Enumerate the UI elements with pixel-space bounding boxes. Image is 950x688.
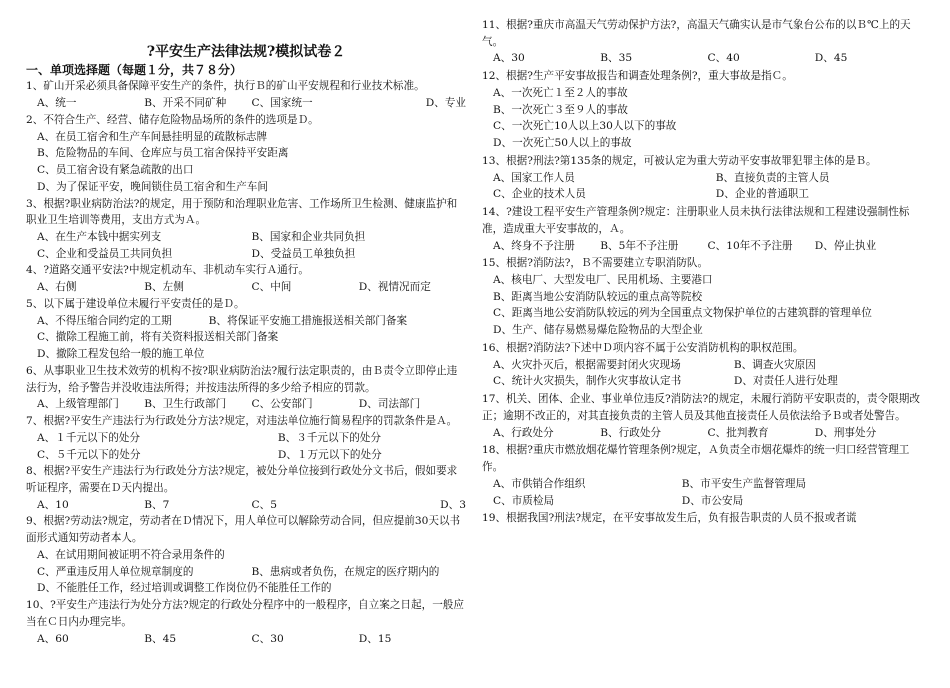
question-10-options [26, 631, 466, 648]
option-a: A、火灾扑灭后，根据需要封闭火灾现场 [493, 358, 681, 371]
question-14: 14、?建设工程平安生产管理条例?规定：注册职业人员未执行法律法规和工程建设强制性标准，造成重大平安事故的，Ａ。 [482, 206, 910, 235]
question-6-options [26, 396, 466, 413]
option-a: A、60 [37, 632, 69, 645]
option-a: A、在试用期间被证明不符合录用条件的 [37, 548, 225, 561]
option-b: B、市平安生产监督管理局 [681, 477, 807, 490]
question-13-options-row-1 [482, 170, 922, 187]
option-c: C、距离当地公安消防队较远的列为全国重点文物保护单位的古建筑群的管理单位 [493, 307, 872, 320]
option-d: D、司法部门 [358, 398, 421, 411]
option-b: B、危险物品的车间、仓库应与员工宿舍保持平安距离 [37, 147, 289, 160]
option-a: A、市供销合作组织 [493, 477, 586, 490]
question-5: 5、以下属于建设单位未履行平安责任的是Ｄ。 [26, 297, 245, 310]
question-4: 4、?道路交通平安法?中规定机动车、非机动车实行Ａ通行。 [26, 264, 309, 277]
option-a: A、国家工作人员 [493, 171, 575, 184]
left-column [26, 0, 466, 672]
option-d: D、撤除工程发包给一般的施工单位 [37, 348, 205, 361]
question-7: 7、根据?平安生产违法行为行政处分方法?规定，对违法单位施行简易程序的罚款条件是Ａ。 [26, 415, 458, 428]
page-title: ?平安生产法律法规?模拟试卷２ [146, 44, 346, 60]
option-a: A、在生产本钱中据实列支 [37, 231, 162, 243]
question-6: 6、从事职业卫生技术效劳的机构不按?职业病防治法?履行法定职责的，由Ｂ责令立即停止违法行为，给予警告并没收违法所得；并按违法所得的多少给予相应的罚款。 [26, 364, 458, 394]
question-7-options-row-1 [26, 430, 466, 447]
option-d: D、专业 [425, 97, 466, 110]
option-d: D、为了保证平安，晚间锁住员工宿舍和生产车间 [37, 180, 268, 193]
option-a: A、在员工宿舍和生产车间悬挂明显的疏散标志牌 [37, 130, 268, 143]
question-7-options-row-2 [26, 447, 466, 464]
question-16-options-row-1 [482, 357, 922, 374]
option-d: D、生产、储存易燃易爆危险物品的大型企业 [493, 324, 703, 337]
option-b: B、将保证平安施工措施报送相关部门备案 [208, 314, 408, 327]
option-a: A、右侧 [37, 281, 77, 294]
option-d: D、不能胜任工作，经过培训或调整工作岗位仍不能胜任工作的 [37, 582, 332, 595]
option-b: B、患病或者负伤，在规定的医疗期内的 [251, 565, 440, 578]
option-a: A、10 [37, 498, 69, 511]
option-a: A、行政处分 [493, 426, 554, 439]
option-c: C、一次死亡10人以上30人以下的事故 [493, 120, 677, 133]
option-b: B、7 [144, 498, 170, 511]
option-d: D、45 [814, 52, 848, 65]
option-b: B、35 [600, 52, 633, 65]
option-a: A、１千元以下的处分 [37, 431, 140, 444]
option-c: C、5 [251, 498, 277, 511]
option-a: A、核电厂、大型发电厂、民用机场、主要港口 [493, 274, 713, 287]
option-c: C、40 [707, 52, 740, 65]
option-d: D、对责任人进行处理 [733, 375, 838, 388]
option-d: D、视情况而定 [358, 281, 431, 294]
option-d: D、市公安局 [681, 494, 744, 507]
option-c: C、国家统一 [251, 97, 313, 110]
section-heading: 一、单项选择题（每题１分，共７８分） [26, 62, 243, 77]
option-c: C、员工宿舍设有紧急疏散的出口 [37, 164, 194, 177]
option-d: D、3 [440, 498, 466, 511]
question-17-options [482, 425, 922, 442]
option-b: B、调查火灾原因 [733, 358, 816, 371]
option-c: C、撤除工程施工前，将有关资料报送相关部门备案 [37, 331, 279, 344]
option-c: C、企业的技术人员 [493, 188, 586, 201]
option-a: A、30 [493, 52, 525, 65]
option-c: C、30 [251, 632, 284, 645]
option-a: A、一次死亡１至２人的事故 [493, 86, 628, 99]
question-15: 15、根据?消防法?，Ｂ不需要建立专职消防队。 [482, 257, 709, 270]
question-9-options-row [26, 564, 466, 581]
question-13: 13、根据?刑法?第135条的规定，可被认定为重大劳动平安事故罪犯罪主体的是Ｂ。 [482, 154, 877, 167]
question-13-options-row-2 [482, 186, 922, 203]
question-11: 11、根据?重庆市高温天气劳动保护方法?，高温天气确实认是市气象台公布的以Ｂ℃上的天气。 [482, 19, 911, 48]
option-d: D、停止执业 [814, 239, 877, 252]
option-b: B、国家和企业共同负担 [251, 231, 366, 243]
question-9: 9、根据?劳动法?规定，劳动者在Ｄ情况下，用人单位可以解除劳动合同，但应提前30天以书面形式通知劳动者本人。 [26, 515, 461, 545]
question-1: 1、矿山开采必须具备保障平安生产的条件，执行Ｂ的矿山平安规程和行业技术标准。 [26, 80, 425, 93]
option-b: B、卫生行政部门 [144, 398, 227, 411]
question-2: 2、不符合生产、经营、储存危险物品场所的条件的选项是Ｄ。 [26, 113, 319, 126]
option-d: D、刑事处分 [814, 426, 877, 439]
question-17: 17、机关、团体、企业、事业单位违反?消防法?的规定，未履行消防平安职责的，责令限期改正；逾期不改正的，对其直接负责的主管人员及其他直接责任人员依法给予Ｂ或者处警告。 [482, 393, 920, 422]
option-b: B、一次死亡３至９人的事故 [493, 103, 628, 116]
question-5-options-row-1 [26, 313, 466, 330]
option-c: C、统计火灾损失，制作火灾事故认定书 [493, 375, 682, 388]
question-3-options-row-1 [26, 229, 466, 246]
question-3-options-row-2 [26, 246, 466, 263]
question-8-options [26, 497, 466, 514]
option-b: B、5年不予注册 [600, 239, 679, 252]
option-d: D、１万元以下的处分 [277, 448, 382, 461]
question-3: 3、根据?职业病防治法?的规定，用于预防和治理职业危害、工作场所卫生检测、健康监护和职业卫生培训等费用，支出方式为Ａ。 [26, 197, 458, 227]
option-c: C、５千元以下的处分 [37, 448, 141, 461]
option-b: B、左侧 [144, 281, 184, 294]
option-c: C、批判教育 [707, 426, 769, 439]
option-c: C、公安部门 [251, 398, 313, 411]
question-12: 12、根据?生产平安事故报告和调查处理条例?，重大事故是指Ｃ。 [482, 70, 793, 83]
option-b: B、３千元以下的处分 [277, 431, 381, 444]
option-b: B、行政处分 [600, 426, 662, 439]
option-a: A、终身不予注册 [493, 239, 575, 252]
option-d: D、受益员工单独负担 [251, 247, 356, 260]
option-b: B、距离当地公安消防队较远的重点高等院校 [493, 290, 703, 303]
option-c: C、严重违反用人单位规章制度的 [37, 565, 194, 578]
option-b: B、开采不同矿种 [144, 97, 227, 110]
question-18-options-row-2 [482, 493, 922, 510]
option-d: D、15 [358, 632, 392, 645]
question-14-options [482, 238, 922, 255]
option-c: C、企业和受益员工共同负担 [37, 247, 173, 260]
option-d: D、企业的普通职工 [715, 188, 809, 201]
option-a: A、上级管理部门 [37, 398, 119, 411]
option-b: B、直接负责的主管人员 [715, 171, 830, 184]
option-c: C、10年不予注册 [707, 239, 793, 252]
option-a: A、不得压缩合同约定的工期 [37, 314, 172, 327]
question-10: 10、?平安生产违法行为处分方法?规定的行政处分程序中的一般程序，自立案之日起，一般应当在Ｃ日内办理完毕。 [26, 599, 464, 628]
option-d: D、一次死亡50人以上的事故 [493, 137, 632, 150]
question-18: 18、根据?重庆市燃放烟花爆竹管理条例?规定，Ａ负责全市烟花爆炸的统一归口经营管理工作。 [482, 444, 910, 474]
question-4-options [26, 279, 466, 296]
option-b: B、45 [144, 632, 177, 645]
question-1-options [26, 95, 466, 112]
option-c: C、市质检局 [493, 494, 555, 507]
question-16: 16、根据?消防法?下述中Ｄ项内容不属于公安消防机构的职权范围。 [482, 341, 804, 354]
right-column [482, 0, 922, 688]
question-8: 8、根据?平安生产违法行为行政处分方法?规定，被处分单位接到行政处分文书后，假如要求听证程序，需要在Ｄ天内提出。 [26, 465, 458, 495]
question-11-options [482, 50, 922, 67]
option-a: A、统一 [37, 97, 77, 110]
question-16-options-row-2 [482, 373, 922, 390]
question-19: 19、根据我国?刑法?规定，在平安事故发生后，负有报告职责的人员不报或者谎 [482, 512, 857, 525]
question-18-options-row-1 [482, 476, 922, 493]
option-c: C、中间 [251, 281, 292, 294]
